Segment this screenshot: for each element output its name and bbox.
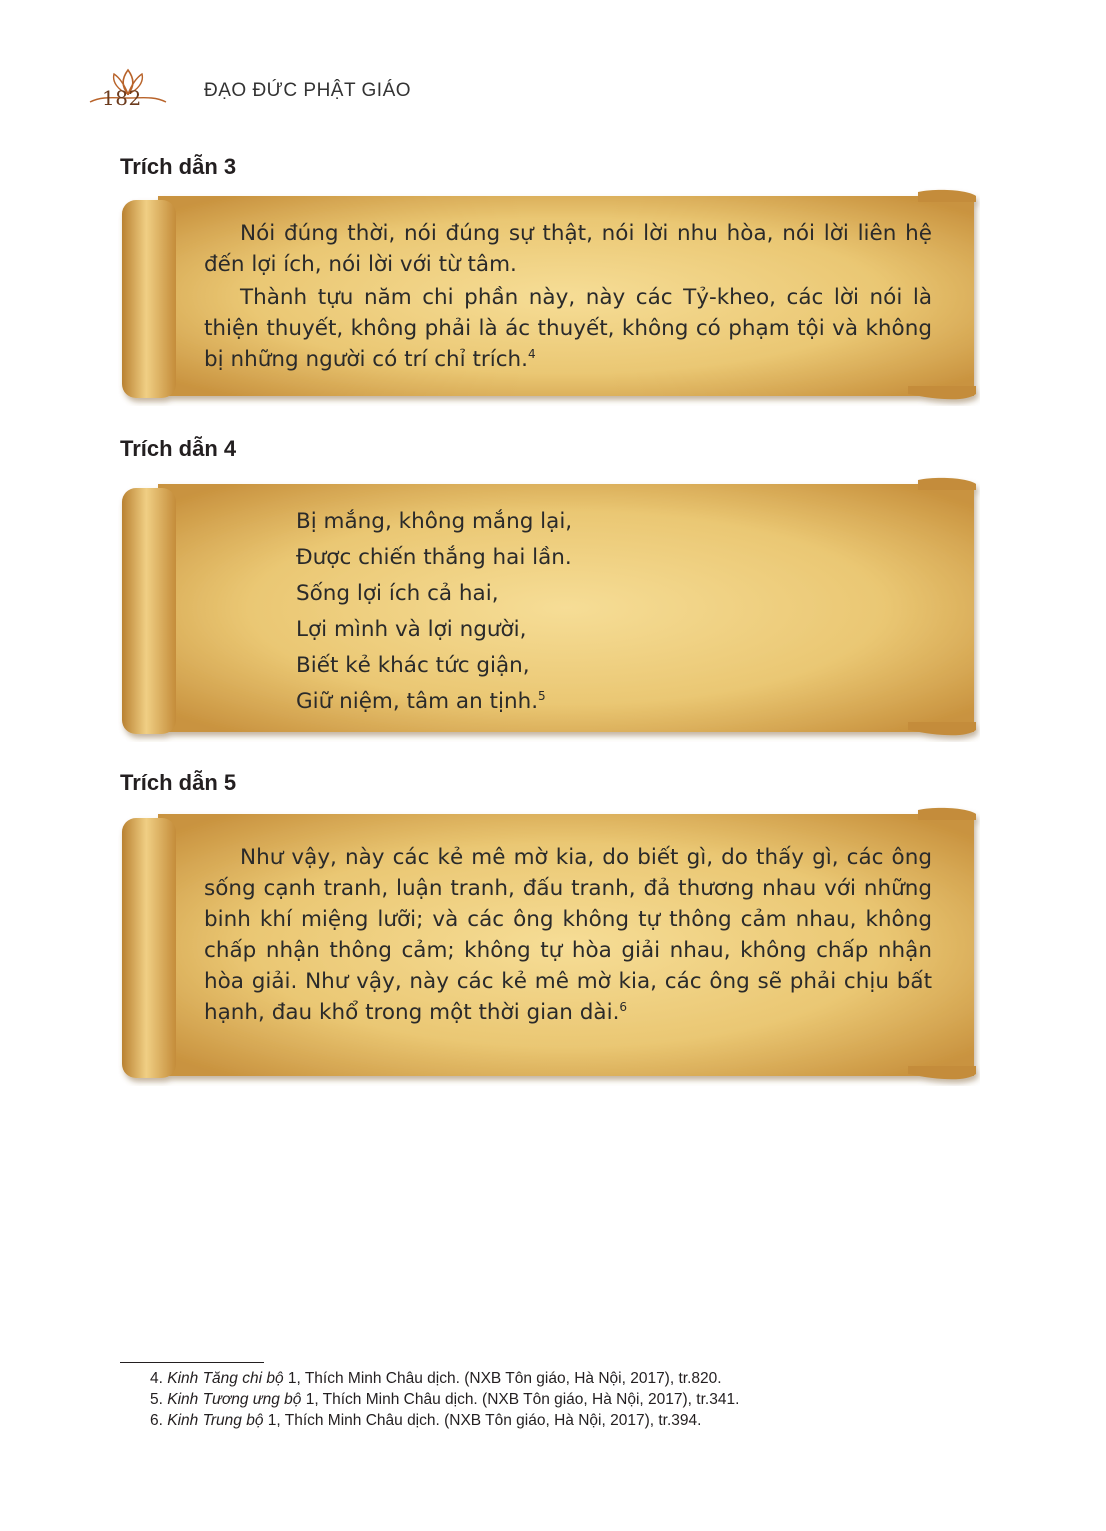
page-number: 182 [102,86,142,110]
footnote-number: 5. [150,1391,163,1408]
scroll-quote-3 [118,188,980,406]
quote-4-poem [204,504,932,720]
verse-line-last [204,684,932,720]
section-title-quote-4: Trích dẫn 4 [120,436,237,461]
footnote-title: Kinh Trung bộ [167,1412,264,1429]
quote-5-paragraph-1 [204,842,932,1028]
verse-line-text: Giữ niệm, tâm an tịnh. [296,689,539,714]
footnote-5 [150,1389,739,1410]
footnote-ref-5[interactable]: 5 [538,688,546,703]
scroll-quote-5 [118,806,980,1086]
section-title-quote-3: Trích dẫn 3 [120,154,237,179]
footnote-4 [150,1368,739,1389]
footnote-ref-6[interactable]: 6 [619,999,628,1014]
footnote-number: 4. [150,1370,163,1387]
footnote-text: 1, Thích Minh Châu dịch. (NXB Tôn giáo, Hà Nội, 2017), tr.820. [283,1370,722,1387]
verse-line: Bị mắng, không mắng lại, [296,509,573,534]
footnote-ref-4[interactable]: 4 [527,346,536,361]
quote-5-paragraph-1-text: Như vậy, này các kẻ mê mờ kia, do biết gì, do thấy gì, các ông sống cạnh tranh, luận tranh, đấu tranh, đả thương nhau với những binh khí miệng lưỡi; và các ông không tự thông cảm nhau, không chấp nhận thông cảm; không tự hòa giải nhau, không chấp nhận hòa giải. Như vậy, này các kẻ mê mờ kia, các ông sẽ phải chịu bất hạnh, đau khổ trong một thời gian dài. [204,845,932,1025]
verse-line: Sống lợi ích cả hai, [296,581,499,606]
footnote-title: Kinh Tương ưng bộ [167,1391,302,1408]
verse-line: Biết kẻ khác tức giận, [296,653,530,678]
footnotes [150,1368,739,1431]
footnote-6 [150,1410,739,1431]
verse-line: Được chiến thắng hai lần. [296,545,572,570]
section-title-quote-5: Trích dẫn 5 [120,770,237,795]
footnote-number: 6. [150,1412,163,1429]
footnote-text: 1, Thích Minh Châu dịch. (NXB Tôn giáo, Hà Nội, 2017), tr.341. [301,1391,740,1408]
verse-line: Lợi mình và lợi người, [296,617,527,642]
footnote-divider [120,1362,264,1363]
quote-3-paragraph-2 [204,282,932,375]
quote-3-body [204,218,932,377]
page-header [72,68,492,108]
quote-5-body [204,842,932,1030]
quote-3-paragraph-2-text: Thành tựu năm chi phần này, này các Tỷ-kheo, các lời nói là thiện thuyết, không phải là ác thuyết, không có phạm tội và không bị những người có trí chỉ trích. [204,285,932,372]
quote-3-paragraph-1: Nói đúng thời, nói đúng sự thật, nói lời nhu hòa, nói lời liên hệ đến lợi ích, nói lời với từ tâm. [204,221,932,277]
scroll-quote-4 [118,476,980,742]
footnote-title: Kinh Tăng chi bộ [167,1370,284,1387]
book-title: ĐẠO ĐỨC PHẬT GIÁO [204,80,412,101]
footnote-text: 1, Thích Minh Châu dịch. (NXB Tôn giáo, Hà Nội, 2017), tr.394. [263,1412,702,1429]
